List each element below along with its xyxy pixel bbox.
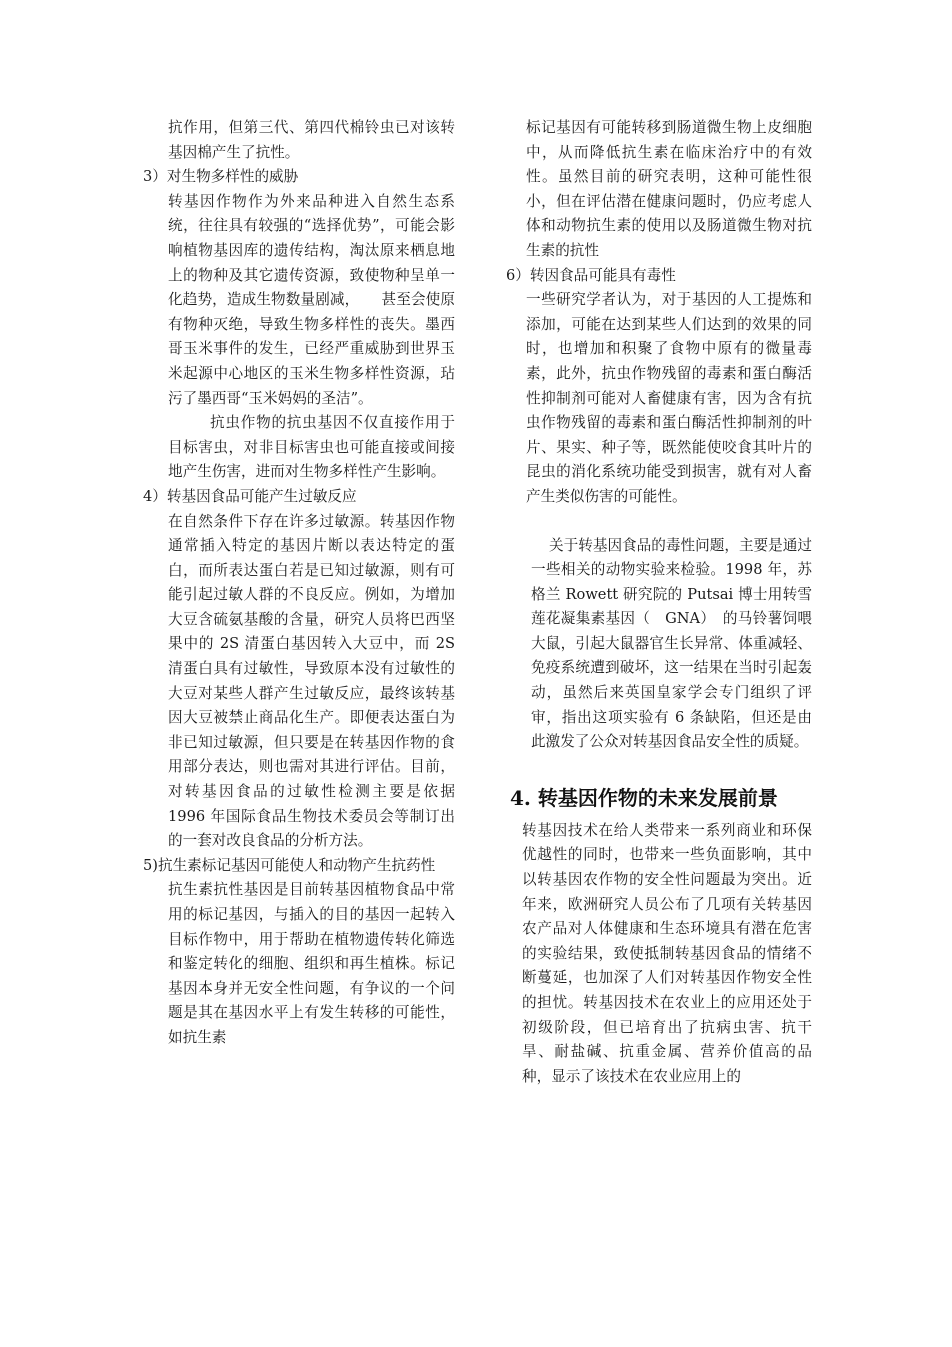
right-column xyxy=(506,116,812,1089)
left-column xyxy=(143,116,455,1051)
item-heading-toxicity: 6）转因食品可能具有毒性 xyxy=(506,266,676,284)
item-heading-biodiversity: 3）对生物多样性的威胁 xyxy=(143,168,299,186)
section-heading-future: 4. 转基因作物的未来发展前景 xyxy=(510,785,778,810)
paragraph-gap xyxy=(506,510,812,534)
paragraph-biodiversity: 转基因作物作为外来品种进入自然生态系统，往往具有较强的“选择优势”，可能会影响植物基因库的遗传结构，淘汰原来栖息地上的物种及其它遗传资源，致使物种呈单一化趋势，造成生物数量剧减， 甚至会使原有物种灭绝，导致生物多样性的丧失。墨西哥玉米事件的发生，已经严重威胁到世界玉米起源中心地区的玉米生物多样性资源，玷污了墨西哥“玉米妈妈的圣洁”。 xyxy=(168,192,455,407)
paragraph-antibiotic: 抗生素抗性基因是目前转基因植物食品中常用的标记基因，与插入的目的基因一起转入目标作物中，用于帮助在植物遗传转化筛选和鉴定转化的细胞、组织和再生植株。标记基因本身并无安全性问题，有争议的一个问题是其在基因水平上有发生转移的可能性，如抗生素 xyxy=(168,881,455,1046)
paragraph-toxicity: 一些研究学者认为，对于基因的人工提炼和添加，可能在达到某些人们达到的效果的同时，也增加和积聚了食物中原有的微量毒素，此外，抗虫作物残留的毒素和蛋白酶活性抑制剂可能对人畜健康有害，因为含有抗虫作物残留的毒素和蛋白酶活性抑制剂的叶片、果实、种子等，既然能使咬食其叶片的昆虫的消化系统功能受到损害，就有对人畜产生类似伤害的可能性。 xyxy=(526,291,812,505)
paragraph-allergy: 在自然条件下存在许多过敏源。转基因作物通常插入特定的基因片断以表达特定的蛋白，而所表达蛋白若是已知过敏源，则有可能引起过敏人群的不良反应。例如，为增加大豆含硫氨基酸的含量，研究人员将巴西坚果中的 2S 清蛋白基因转入大豆中，而 2S 清蛋白具有过敏性，导致原本没有过敏性的大豆对某些人群产生过敏反应，最终该转基因大豆被禁止商品化生产。即便表达蛋白为非已知过敏源，但只要是在转基因作物的食用部分表达，则也需对其进行评估。目前，对转基因食品的过敏性检测主要是依据 1996 年国际食品生物技术委员会等制订出的一套对改良食品的分析方法。 xyxy=(168,512,455,850)
section-gap xyxy=(506,755,812,783)
paragraph-future: 转基因技术在给人类带来一系列商业和环保优越性的同时，也带来一些负面影响，其中以转基因农作物的安全性问题最为突出。近年来，欧洲研究人员公布了几项有关转基因农产品对人体健康和生态环境具有潜在危害的实验结果，致使抵制转基因食品的情绪不断蔓延，也加深了人们对转基因作物安全性的担忧。转基因技术在农业上的应用还处于初级阶段，但已培育出了抗病虫害、抗干旱、耐盐碱、抗重金属、营养价值高的品种，显示了该技术在农业应用上的 xyxy=(522,821,812,1085)
paragraph-resistance-end: 抗作用，但第三代、第四代棉铃虫已对该转基因棉产生了抗性。 xyxy=(168,119,455,161)
paragraph-antibiotic-continued: 标记基因有可能转移到肠道微生物上皮细胞中，从而降低抗生素在临床治疗中的有效性。虽然目前的研究表明，这种可能性很小，但在评估潜在健康问题时，仍应考虑人体和动物抗生素的使用以及肠道微生物对抗生素的抗性 xyxy=(526,119,812,259)
item-heading-allergy: 4）转基因食品可能产生过敏反应 xyxy=(143,487,357,505)
item-heading-antibiotic: 5)抗生素标记基因可能使人和动物产生抗药性 xyxy=(143,856,436,874)
paragraph-insect-resistance: 抗虫作物的抗虫基因不仅直接作用于目标害虫，对非目标害虫也可能直接或间接地产生伤害，进而对生物多样性产生影响。 xyxy=(168,414,455,481)
paragraph-toxicity-experiment: 关于转基因食品的毒性问题，主要是通过一些相关的动物实验来检验。1998 年，苏格兰 Rowett 研究院的 Putsai 博士用转雪莲花凝集素基因（ GNA） 的马铃薯饲喂大鼠，引起大鼠器官生长异常、体重减轻、免疫系统遭到破坏，这一结果在当时引起轰动，虽然后来英国皇家学会专门组织了评审，指出这项实验有 6 条缺陷，但还是由此激发了公众对转基因食品安全性的质疑。 xyxy=(531,536,812,751)
